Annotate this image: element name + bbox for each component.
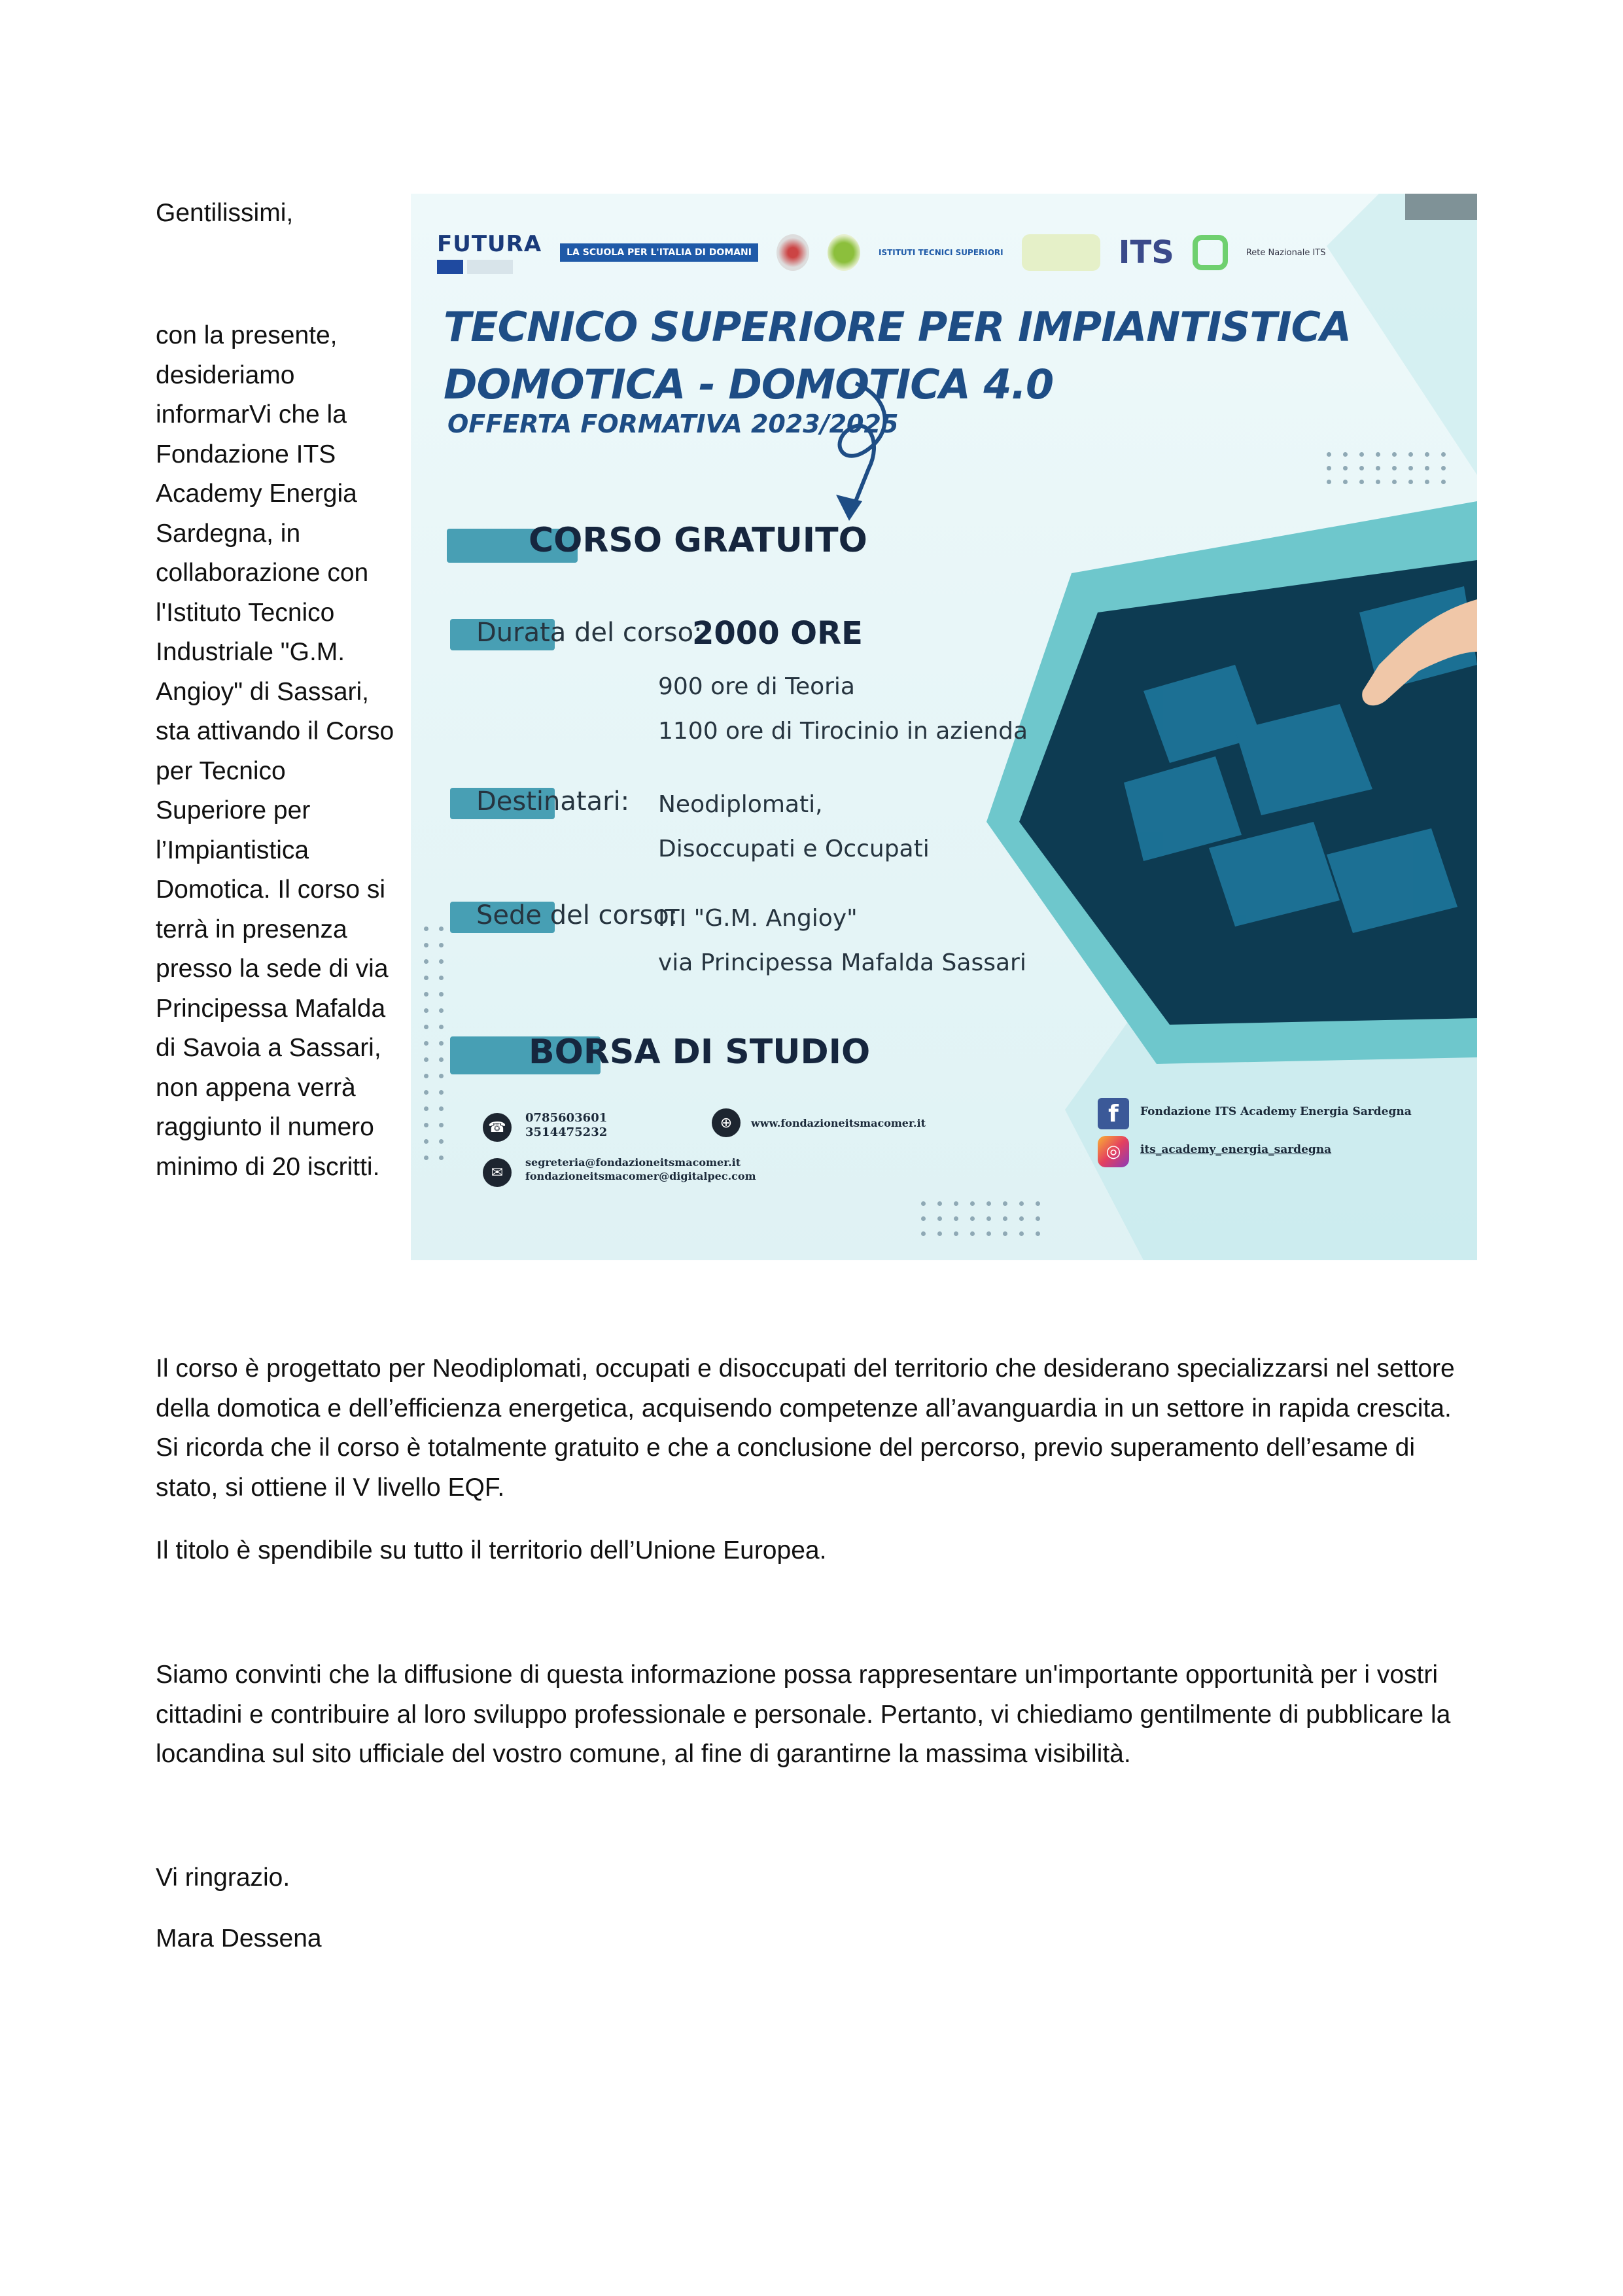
istituti-logo: ISTITUTI TECNICI SUPERIORI: [878, 248, 1003, 257]
teoria-hours: 900 ore di Teoria: [658, 673, 855, 700]
instagram-icon: ◎: [1098, 1136, 1129, 1167]
website: www.fondazioneitsmacomer.it: [751, 1117, 926, 1129]
its-logo: ITS: [1118, 234, 1174, 271]
institute-logo-icon: [1022, 234, 1100, 271]
sede-label: Sede del corso:: [476, 900, 678, 930]
phone-icon: ☎: [483, 1113, 512, 1142]
eu-flag-icon: [437, 260, 463, 274]
tirocinio-hours: 1100 ore di Tirocinio in azienda: [658, 718, 1028, 745]
poster-subtitle: OFFERTA FORMATIVA 2023/2025: [447, 410, 899, 438]
signature: Mara Dessena: [156, 1924, 322, 1952]
durata-label: Durata del corso:: [476, 618, 703, 648]
corso-gratuito-heading: CORSO GRATUITO: [529, 521, 867, 560]
energia-logo-icon: [828, 234, 860, 271]
request-paragraph: Siamo convinti che la diffusione di questa informazione possa rappresentare un'importante opportunità per i vostri cittadini e contribuire al loro sviluppo professionale e personale. Pertanto, vi chiediamo gentilmente di pubblicare la locandina sul sito ufficiale del vostro comune, al fine di garantirne la massima visibilità.: [156, 1661, 1451, 1768]
greeting: Gentilissimi,: [156, 199, 294, 227]
eu-validity-paragraph: Il titolo è spendibile su tutto il territorio dell’Unione Europea.: [156, 1536, 827, 1564]
destinatari-1: Neodiplomati,: [658, 791, 823, 818]
closing-thanks: Vi ringrazio.: [156, 1863, 290, 1892]
email-icon: ✉: [483, 1158, 512, 1187]
rete-its-logo: Rete Nazionale ITS: [1246, 247, 1326, 258]
destinatari-label: Destinatari:: [476, 786, 630, 817]
durata-value: 2000 ORE: [692, 615, 863, 652]
ministry-logo-icon: [467, 260, 513, 274]
globe-icon: ⊕: [712, 1108, 741, 1137]
sede-1: ITI "G.M. Angioy": [658, 905, 858, 932]
dot-pattern: [424, 927, 444, 1160]
borsa-di-studio-heading: BORSA DI STUDIO: [529, 1033, 871, 1072]
course-description-paragraph: Il corso è progettato per Neodiplomati, occupati e disoccupati del territorio che desiderano specializzarsi nel settore della domotica e dell’efficienza energetica, acquisendo competenze all’avanguardia in un settore in rapida crescita. Si ricorda che il corso è totalmente gratuito e che a conclusione del percorso, previo superamento dell’esame di stato, si ottiene il V livello EQF.: [156, 1354, 1455, 1502]
course-poster: [411, 194, 1477, 1260]
phone-1: 0785603601: [525, 1111, 608, 1125]
dot-pattern: [921, 1201, 1040, 1236]
destinatari-2: Disoccupati e Occupati: [658, 836, 930, 862]
scuola-logo: LA SCUOLA PER L'ITALIA DI DOMANI: [560, 243, 758, 262]
instagram-handle: its_academy_energia_sardegna: [1140, 1143, 1332, 1156]
email-1: segreteria@fondazioneitsmacomer.it: [525, 1156, 741, 1169]
facebook-page: Fondazione ITS Academy Energia Sardegna: [1140, 1105, 1412, 1118]
poster-title: TECNICO SUPERIORE PER IMPIANTISTICA DOMOTICA - DOMOTICA 4.0: [444, 303, 1352, 408]
rete-its-icon: [1193, 235, 1228, 270]
email-2: fondazioneitsmacomer@digitalpec.com: [525, 1170, 756, 1182]
intro-paragraph: con la presente, desideriamo informarVi che la Fondazione ITS Academy Energia Sardegna, in collaborazione con l'Istituto Tecnico Industriale "G.M. Angioy" di Sassari, sta attivando il Corso per Tecnico Superiore per l’Impiantistica Domotica. Il corso si terrà in presenza presso la sede di via Principessa Mafalda di Savoia a Sassari, non appena verrà raggiunto il numero minimo di 20 iscritti.: [156, 321, 394, 1181]
partner-logos: [437, 220, 1457, 285]
sede-2: via Principessa Mafalda Sassari: [658, 949, 1026, 976]
sardegna-emblem-icon: [777, 234, 809, 271]
phone-2: 3514475232: [525, 1125, 608, 1139]
futura-logo: FUTURA: [437, 231, 542, 257]
dot-pattern: [1327, 452, 1446, 484]
facebook-icon: f: [1098, 1098, 1129, 1129]
